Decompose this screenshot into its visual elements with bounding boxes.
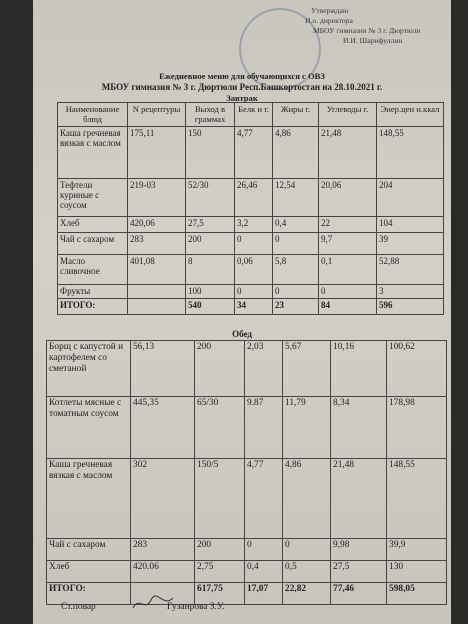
cell-prot: 3,2 bbox=[235, 217, 273, 233]
total-name: ИТОГО: bbox=[58, 299, 128, 315]
cell-fat: 0 bbox=[283, 539, 331, 561]
cell-prot: 2,03 bbox=[245, 341, 283, 397]
cell-name: Борщ с капустой и картофелем со сметаной bbox=[47, 341, 131, 397]
table-row bbox=[58, 233, 444, 255]
cell-prot: 4,77 bbox=[245, 459, 283, 539]
approval-line: И.о. директора bbox=[305, 16, 353, 25]
cell-out: 27,5 bbox=[186, 217, 235, 233]
cell-recipe: 302 bbox=[131, 459, 195, 539]
cell-kcal: 100,62 bbox=[387, 341, 447, 397]
total-kcal: 596 bbox=[377, 299, 444, 315]
cell-recipe: 56,13 bbox=[131, 341, 195, 397]
cell-prot: 9.87 bbox=[245, 397, 283, 459]
cell-recipe: 445,35 bbox=[131, 397, 195, 459]
cell-carb: 22 bbox=[319, 217, 377, 233]
total-fat: 22,82 bbox=[283, 583, 331, 605]
cell-name: Каша гречневая вязкая с маслом bbox=[47, 459, 131, 539]
cell-out: 52/30 bbox=[186, 179, 235, 217]
approval-line: Утверждаю bbox=[311, 6, 349, 15]
column-header: Белк и г. bbox=[235, 103, 273, 127]
column-header: Углеводы г. bbox=[319, 103, 377, 127]
approval-line: МБОУ гимназия № 3 г. Дюртюли bbox=[313, 26, 421, 35]
cell-fat: 4,86 bbox=[273, 127, 319, 179]
cell-carb: 0,1 bbox=[319, 255, 377, 285]
cell-recipe: 420,06 bbox=[128, 217, 186, 233]
approval-line: И.И. Шарифуллин bbox=[343, 36, 403, 45]
cell-kcal: 3 bbox=[377, 285, 444, 299]
table-row bbox=[58, 285, 444, 299]
menu-subtitle: МБОУ гимназия № 3 г. Дюртюли Респ.Башкортостан на 28.10.2021 г. bbox=[101, 82, 383, 92]
cell-kcal: 178,98 bbox=[387, 397, 447, 459]
cell-name: Масло сливочное bbox=[58, 255, 128, 285]
total-carb: 84 bbox=[319, 299, 377, 315]
cell-kcal: 52,88 bbox=[377, 255, 444, 285]
cell-fat: 11,79 bbox=[283, 397, 331, 459]
cell-fat: 5,8 bbox=[273, 255, 319, 285]
table-row bbox=[58, 217, 444, 233]
cell-recipe: 401,08 bbox=[128, 255, 186, 285]
table-row bbox=[58, 127, 444, 179]
table-row bbox=[47, 341, 447, 397]
column-header: Жиры г. bbox=[273, 103, 319, 127]
menu-title: Ежедневное меню для обучающихся с ОВЗ bbox=[159, 71, 325, 81]
cell-carb: 21,48 bbox=[331, 459, 387, 539]
cell-recipe: 175,11 bbox=[128, 127, 186, 179]
column-header: Энер.цен н.ккал bbox=[377, 103, 444, 127]
cell-recipe: 219-03 bbox=[128, 179, 186, 217]
cell-recipe: 283 bbox=[131, 539, 195, 561]
cell-name: Тефтели куриные с соусом bbox=[58, 179, 128, 217]
table-header bbox=[58, 103, 444, 127]
total-recipe bbox=[128, 299, 186, 315]
table-row bbox=[58, 255, 444, 285]
cell-out: 8 bbox=[186, 255, 235, 285]
cell-name: Котлеты мясные с томатным соусом bbox=[47, 397, 131, 459]
table-row bbox=[47, 539, 447, 561]
cell-carb: 9,7 bbox=[319, 233, 377, 255]
cell-out: 65/30 bbox=[195, 397, 245, 459]
cell-name: Чай с сахаром bbox=[47, 539, 131, 561]
cell-fat: 0,4 bbox=[273, 217, 319, 233]
cell-name: Фрукты bbox=[58, 285, 128, 299]
cell-out: 200 bbox=[195, 341, 245, 397]
cell-fat: 4,86 bbox=[283, 459, 331, 539]
cell-carb: 10,16 bbox=[331, 341, 387, 397]
breakfast-table bbox=[57, 102, 444, 315]
total-out: 617,75 bbox=[195, 583, 245, 605]
cell-recipe: 420.06 bbox=[131, 561, 195, 583]
cell-fat: 0,5 bbox=[283, 561, 331, 583]
total-name: ИТОГО: bbox=[47, 583, 131, 605]
column-header: N рецептуры bbox=[128, 103, 186, 127]
cell-prot: 0 bbox=[245, 539, 283, 561]
cell-kcal: 130 bbox=[387, 561, 447, 583]
cell-fat: 5,67 bbox=[283, 341, 331, 397]
cell-recipe: 283 bbox=[128, 233, 186, 255]
menu-sheet bbox=[33, 0, 451, 624]
table-row bbox=[47, 561, 447, 583]
cell-carb: 9,98 bbox=[331, 539, 387, 561]
footer-role: Ст.повар bbox=[61, 602, 96, 612]
section-lunch: Обед bbox=[232, 329, 252, 339]
total-prot: 34 bbox=[235, 299, 273, 315]
total-carb: 77,46 bbox=[331, 583, 387, 605]
cell-recipe bbox=[128, 285, 186, 299]
cell-out: 100 bbox=[186, 285, 235, 299]
cell-name: Хлеб bbox=[47, 561, 131, 583]
cell-carb: 21,48 bbox=[319, 127, 377, 179]
total-fat: 23 bbox=[273, 299, 319, 315]
total-prot: 17,07 bbox=[245, 583, 283, 605]
approval-block bbox=[281, 6, 449, 46]
cell-name: Хлеб bbox=[58, 217, 128, 233]
cell-out: 200 bbox=[195, 539, 245, 561]
cell-out: 2,75 bbox=[195, 561, 245, 583]
cell-prot: 0 bbox=[235, 233, 273, 255]
cell-fat: 12,54 bbox=[273, 179, 319, 217]
section-breakfast: Завтрак bbox=[226, 93, 258, 103]
table-row bbox=[47, 459, 447, 539]
column-header: Наименование блюд bbox=[58, 103, 128, 127]
total-row bbox=[47, 583, 447, 605]
table-row bbox=[47, 397, 447, 459]
total-kcal: 598,05 bbox=[387, 583, 447, 605]
cell-name: Каша гречневая вязкая с маслом bbox=[58, 127, 128, 179]
cell-kcal: 39 bbox=[377, 233, 444, 255]
cell-carb: 0 bbox=[319, 285, 377, 299]
cell-name: Чай с сахаром bbox=[58, 233, 128, 255]
cell-out: 150/5 bbox=[195, 459, 245, 539]
cell-carb: 27,5 bbox=[331, 561, 387, 583]
cell-kcal: 204 bbox=[377, 179, 444, 217]
cell-prot: 0,4 bbox=[245, 561, 283, 583]
total-row bbox=[58, 299, 444, 315]
cell-fat: 0 bbox=[273, 285, 319, 299]
total-out: 540 bbox=[186, 299, 235, 315]
table-row bbox=[58, 179, 444, 217]
cell-carb: 8,34 bbox=[331, 397, 387, 459]
footer-name: Гузанрова З.У. bbox=[167, 602, 225, 612]
cell-kcal: 148,55 bbox=[377, 127, 444, 179]
cell-prot: 4,77 bbox=[235, 127, 273, 179]
cell-out: 200 bbox=[186, 233, 235, 255]
cell-prot: 0 bbox=[235, 285, 273, 299]
cell-prot: 26,46 bbox=[235, 179, 273, 217]
lunch-table bbox=[46, 340, 447, 605]
cell-carb: 20,06 bbox=[319, 179, 377, 217]
cell-fat: 0 bbox=[273, 233, 319, 255]
cell-prot: 0,06 bbox=[235, 255, 273, 285]
cell-kcal: 148,55 bbox=[387, 459, 447, 539]
cell-kcal: 104 bbox=[377, 217, 444, 233]
column-header: Выход в граммах bbox=[186, 103, 235, 127]
cell-kcal: 39,9 bbox=[387, 539, 447, 561]
cell-out: 150 bbox=[186, 127, 235, 179]
